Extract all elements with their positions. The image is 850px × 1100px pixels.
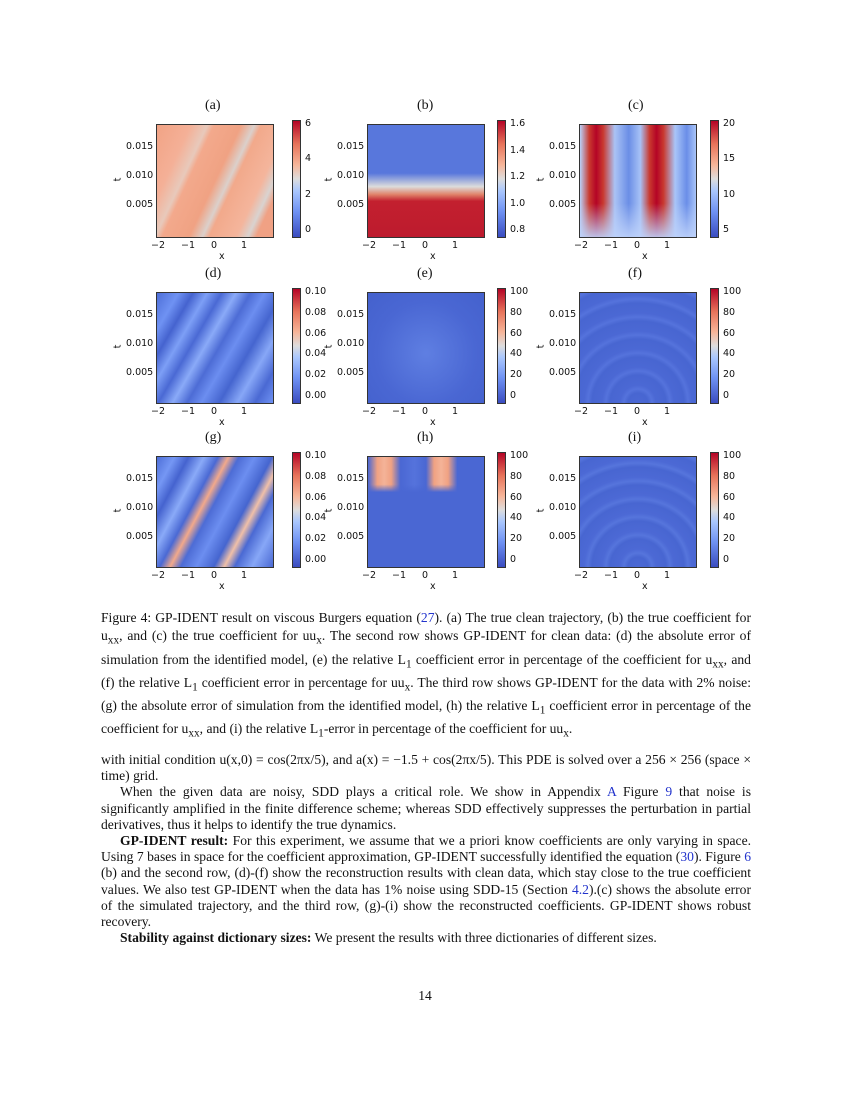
panel-label: (f) [628,266,642,281]
colorbar-tick-label: 20 [723,533,736,545]
panel-label: (a) [205,98,221,113]
colorbar-tick-label: 80 [723,306,736,318]
y-tick-label: 0.015 [337,309,365,320]
colorbar-tick-label: 40 [510,512,523,524]
colorbar-tick-label: 60 [510,491,523,503]
x-tick-label: 0 [211,406,218,417]
colorbar-tick-label: 5 [723,224,730,235]
x-tick-label: 1 [241,240,248,251]
x-tick-label: 0 [422,570,429,581]
x-tick-label: −2 [151,240,166,251]
colorbar-tick-label: 0.10 [305,286,327,297]
eq-ref-link[interactable]: 27 [420,610,435,625]
colorbar-tick-label: 0.00 [305,390,327,401]
colorbar-tick-label: 6 [305,118,312,129]
figure-ref-link[interactable]: 9 [665,784,673,800]
colorbar-tick-label: 0 [510,554,517,565]
colorbar-tick-label: 20 [723,118,736,129]
y-tick-label: 0.010 [549,502,577,513]
colorbar-tick-label: 0.04 [305,348,327,360]
x-axis-label: x [430,251,436,262]
paragraph-initial-condition: with initial condition u(x,0) = cos(2πx/5), and a(x) = −1.5 + cos(2πx/5). This PDE is solved over a 256 × 256 (space × time) grid. [101,752,751,784]
y-tick-label: 0.005 [549,199,577,210]
panel-label: (e) [417,266,433,281]
x-tick-label: 1 [452,406,459,417]
colorbar-tick-label: 0.8 [510,224,526,235]
paragraph-noise: When the given data are noisy, SDD plays a critical role. We show in Appendix A Figure 9 that noise is significantly amplified in the finite difference scheme; whereas SDD effectively suppresses the perturbation in partial derivatives, thus it helps to identify the true dynamics. [101,784,751,832]
colorbar-tick-label: 20 [723,369,736,381]
colorbar-tick-label: 0.06 [305,491,327,503]
y-tick-label: 0.015 [126,141,154,152]
y-tick-label: 0.005 [126,531,154,542]
panel-label: (c) [628,98,644,113]
colorbar [710,452,719,568]
x-tick-label: 0 [634,240,641,251]
x-tick-label: 1 [664,570,671,581]
colorbar-tick-label: 60 [723,491,736,503]
x-tick-label: −1 [392,570,407,581]
y-tick-label: 0.010 [126,170,154,181]
y-tick-label: 0.005 [126,199,154,210]
y-axis-label: t [112,344,124,349]
x-tick-label: 0 [634,406,641,417]
x-tick-label: 1 [241,570,248,581]
y-axis-label: t [323,508,335,513]
colorbar-tick-label: 40 [510,348,523,360]
colorbar-tick-label: 40 [723,348,736,360]
x-tick-label: −2 [362,570,377,581]
page-number: 14 [418,988,432,1003]
paragraph-stability: Stability against dictionary sizes: We present the results with three dictionaries of different sizes. [120,930,657,946]
x-tick-label: 0 [634,570,641,581]
colorbar-tick-label: 80 [510,470,523,482]
eq-ref-link[interactable]: 30 [680,849,694,865]
colorbar-tick-label: 100 [723,286,742,297]
y-tick-label: 0.015 [549,473,577,484]
x-tick-label: −1 [604,570,619,581]
x-axis-label: x [642,251,648,262]
colorbar-tick-label: 0.06 [305,327,327,339]
y-tick-label: 0.010 [337,338,365,349]
body-text [101,752,751,946]
x-tick-label: −1 [604,406,619,417]
heatmap-plot [156,456,274,568]
y-tick-label: 0.015 [126,473,154,484]
x-tick-label: −1 [181,240,196,251]
x-tick-label: 1 [452,570,459,581]
heatmap-plot [367,124,485,238]
y-tick-label: 0.010 [126,502,154,513]
x-axis-label: x [219,251,225,262]
y-axis-label: t [323,177,335,182]
y-tick-label: 0.005 [337,367,365,378]
heatmap-plot [579,456,697,568]
x-axis-label: x [430,581,436,592]
y-tick-label: 0.010 [549,170,577,181]
y-tick-label: 0.005 [549,367,577,378]
section-ref-link[interactable]: 4.2 [571,881,589,897]
x-tick-label: 0 [422,406,429,417]
x-tick-label: 1 [452,240,459,251]
colorbar-tick-label: 0.08 [305,470,327,482]
y-tick-label: 0.010 [337,502,365,513]
colorbar-tick-label: 1.0 [510,197,526,209]
colorbar-tick-label: 0 [723,554,730,565]
colorbar-tick-label: 100 [723,450,742,461]
panel-label: (b) [417,98,434,113]
x-axis-label: x [642,417,648,428]
y-axis-label: t [535,177,547,182]
panel-label: (g) [205,430,222,445]
heatmap-plot [579,124,697,238]
figure-caption: Figure 4: GP-IDENT result on viscous Burgers equation (27). (a) The true clean trajectory, (b) the true coefficient for $u_{xx}$, and (c) the true coefficient for $uu_x$. The second row shows GP-IDENT for clean data: (d) the absolute error of simulation from the identified model, (e) the relative $L_1$ coefficient error in percentage of the coefficient for $u_{xx}$, and (f) the relative $L_1$ coefficient error in percentage for $uu_x$. The third row shows GP-IDENT for the data with 2% noise: (g) the absolute error of simulation from the identified model, (h) the relative $L_1$ coefficient error in percentage of the coefficient for $u_{xx}$, and (i) the relative $L_1$-error in percentage of the coefficient for $uu_x$. [101,610,751,740]
x-tick-label: 0 [211,240,218,251]
x-tick-label: 1 [241,406,248,417]
colorbar [710,288,719,404]
y-tick-label: 0.010 [126,338,154,349]
colorbar-tick-label: 10 [723,188,736,200]
colorbar-tick-label: 0 [305,224,312,235]
x-tick-label: −1 [392,240,407,251]
paragraph-gp-ident-result: GP-IDENT result: For this experiment, we assume that we a priori know coefficients are only varying in space. Using 7 bases in space for the coefficient approximation, GP-IDENT successfully identified the equation (30). Figure 6 (b) and the second row, (d)-(f) show the reconstruction results with clean data, which stay close to the true coefficient values. We also test GP-IDENT when the data has 1% noise using SDD-15 (Section 4.2).(c) shows the absolute error of the simulated trajectory, and the third row, (g)-(i) show the reconstructed coefficients. GP-IDENT shows robust recovery. [101,833,752,930]
colorbar-tick-label: 60 [723,327,736,339]
y-tick-label: 0.015 [549,141,577,152]
y-axis-label: t [535,508,547,513]
colorbar-tick-label: 100 [510,286,529,297]
y-axis-label: t [112,508,124,513]
x-tick-label: −2 [574,570,589,581]
x-tick-label: −2 [151,406,166,417]
x-axis-label: x [219,417,225,428]
x-tick-label: −1 [181,570,196,581]
colorbar-tick-label: 0.08 [305,306,327,318]
x-tick-label: −2 [362,406,377,417]
x-tick-label: 0 [422,240,429,251]
colorbar-tick-label: 2 [305,188,312,200]
x-tick-label: −2 [151,570,166,581]
x-tick-label: 0 [211,570,218,581]
colorbar [292,288,301,404]
y-tick-label: 0.010 [337,170,365,181]
x-tick-label: 1 [664,240,671,251]
colorbar [710,120,719,238]
y-axis-label: t [323,344,335,349]
heatmap-plot [156,292,274,404]
y-tick-label: 0.010 [549,338,577,349]
panel-label: (i) [628,430,642,445]
colorbar-tick-label: 80 [723,470,736,482]
y-tick-label: 0.005 [126,367,154,378]
colorbar-tick-label: 0 [510,390,517,401]
colorbar-tick-label: 15 [723,153,736,165]
colorbar-tick-label: 60 [510,327,523,339]
x-axis-label: x [642,581,648,592]
colorbar-tick-label: 4 [305,153,312,165]
colorbar-tick-label: 100 [510,450,529,461]
y-axis-label: t [535,344,547,349]
y-tick-label: 0.005 [337,531,365,542]
colorbar-tick-label: 1.2 [510,171,526,182]
heatmap-plot [367,292,485,404]
x-tick-label: −2 [574,240,589,251]
heatmap-plot [156,124,274,238]
colorbar-tick-label: 0.02 [305,533,327,545]
x-axis-label: x [219,581,225,592]
colorbar-tick-label: 0.04 [305,512,327,524]
x-tick-label: −1 [604,240,619,251]
x-axis-label: x [430,417,436,428]
colorbar-tick-label: 0 [723,390,730,401]
colorbar [497,120,506,238]
colorbar-tick-label: 0.00 [305,554,327,565]
y-axis-label: t [112,177,124,182]
heatmap-plot [367,456,485,568]
y-tick-label: 0.015 [549,309,577,320]
x-tick-label: −2 [362,240,377,251]
y-tick-label: 0.015 [126,309,154,320]
x-tick-label: −1 [392,406,407,417]
x-tick-label: −2 [574,406,589,417]
x-tick-label: 1 [664,406,671,417]
colorbar [292,120,301,238]
colorbar-tick-label: 40 [723,512,736,524]
y-tick-label: 0.015 [337,141,365,152]
colorbar-tick-label: 20 [510,533,523,545]
figure-ref-link[interactable]: 6 [744,849,752,865]
panel-label: (d) [205,266,222,281]
colorbar-tick-label: 1.6 [510,118,526,129]
x-tick-label: −1 [181,406,196,417]
colorbar-tick-label: 1.4 [510,144,526,156]
colorbar [292,452,301,568]
colorbar [497,288,506,404]
y-tick-label: 0.005 [337,199,365,210]
y-tick-label: 0.015 [337,473,365,484]
colorbar-tick-label: 0.02 [305,369,327,381]
colorbar [497,452,506,568]
appendix-ref-link[interactable]: A [607,784,617,800]
colorbar-tick-label: 80 [510,306,523,318]
heatmap-plot [579,292,697,404]
colorbar-tick-label: 0.10 [305,450,327,461]
panel-label: (h) [417,430,434,445]
y-tick-label: 0.005 [549,531,577,542]
colorbar-tick-label: 20 [510,369,523,381]
